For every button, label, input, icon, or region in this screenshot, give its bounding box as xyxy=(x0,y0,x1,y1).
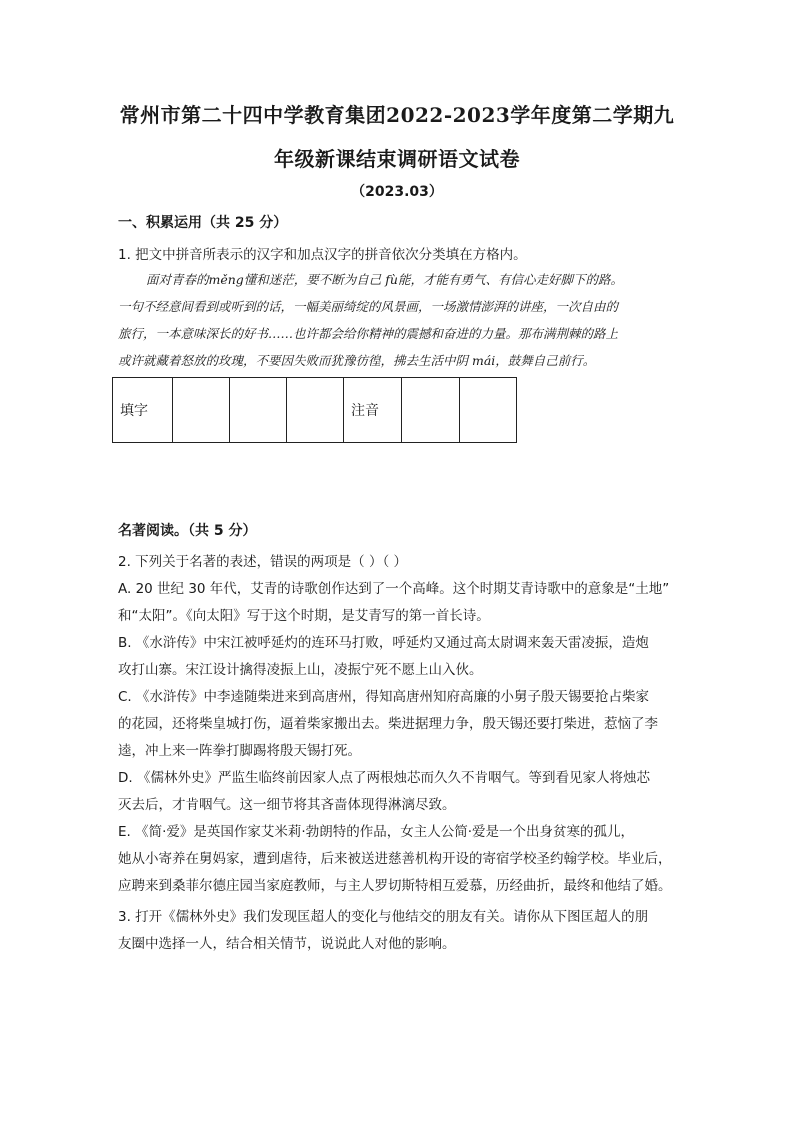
q1-passage-line: 或许就藏着怒放的玫瑰，不要因失败而犹豫彷徨，拂去生活中阴 mái，鼓舞自己前行。 xyxy=(118,353,596,368)
section1-heading: 一、积累运用（共 25 分） xyxy=(118,215,288,231)
table-label-pinyin: 注音 xyxy=(344,378,402,443)
answer-cell xyxy=(287,378,344,443)
q3-prompt-line: 友圈中选择一人，结合相关情节，说说此人对他的影响。 xyxy=(118,936,456,952)
q2-prompt: 2. 下列关于名著的表述，错误的两项是（ ）（ ） xyxy=(118,554,408,570)
exam-title-line1: 常州市第二十四中学教育集团2022-2023学年度第二学期九 xyxy=(119,103,675,127)
q2-option-line: 和“太阳”。《向太阳》写于这个时期，是艾青写的第一首长诗。 xyxy=(118,608,490,624)
q2-option-line: 她从小寄养在舅妈家，遭到虐待，后来被送进慈善机构开设的寄宿学校圣约翰学校。毕业后， xyxy=(118,851,672,867)
exam-date: （2023.03） xyxy=(351,184,443,200)
q2-option-line: E. 《简·爱》是英国作家艾米莉·勃朗特的作品，女主人公简·爱是一个出身贫寒的孤儿， xyxy=(118,824,634,840)
section2-heading: 名著阅读。（共 5 分） xyxy=(118,523,257,539)
q1-prompt: 1. 把文中拼音所表示的汉字和加点汉字的拼音依次分类填在方格内。 xyxy=(118,247,527,263)
q2-option-line: 的花园，还将柴皇城打伤，逼着柴家搬出去。柴进据理力争，殷天锡还要打柴进，惹恼了李 xyxy=(118,716,658,732)
q2-option-line: B. 《水浒传》中宋江被呼延灼的连环马打败，呼延灼又通过高太尉调来轰天雷凌振，造炮 xyxy=(118,635,649,651)
answer-cell xyxy=(460,378,517,443)
answer-cell xyxy=(230,378,287,443)
answer-table xyxy=(112,377,517,443)
q1-passage-line: 旅行，一本意味深长的好书……也许都会给你精神的震撼和奋进的力量。那布满荆棘的路上 xyxy=(118,326,619,341)
answer-cell xyxy=(402,378,460,443)
q2-option-line: D. 《儒林外史》严监生临终前因家人点了两根烛芯而久久不肯咽气。等到看见家人将烛芯 xyxy=(118,770,650,786)
q2-option-line: 应聘来到桑菲尔德庄园当家庭教师，与主人罗切斯特相互爱慕，历经曲折，最终和他结了婚。 xyxy=(118,878,672,894)
q2-option-line: 灭去后，才肯咽气。这一细节将其吝啬体现得淋漓尽致。 xyxy=(118,797,456,813)
q1-passage-line: 一句不经意间看到或听到的话，一幅美丽绮绽的风景画，一场激情澎湃的讲座，一次自由的 xyxy=(118,299,619,314)
exam-title-line2: 年级新课结束调研语文试卷 xyxy=(274,147,520,171)
q2-option-line: 攻打山寨。宋江设计擒得凌振上山，凌振宁死不愿上山入伙。 xyxy=(118,662,483,678)
q2-option-line: A. 20 世纪 30 年代，艾青的诗歌创作达到了一个高峰。这个时期艾青诗歌中的意象是“土地” xyxy=(118,581,670,597)
q1-passage-line: 面对青春的měng懂和迷茫，要不断为自己 fù能，才能有勇气、有信心走好脚下的路。 xyxy=(146,272,623,287)
table-label-fill: 填字 xyxy=(113,378,173,443)
q2-option-line: C. 《水浒传》中李逵随柴进来到高唐州，得知高唐州知府高廉的小舅子殷天锡要抢占柴家 xyxy=(118,689,650,705)
q3-prompt-line: 3. 打开《儒林外史》我们发现匡超人的变化与他结交的朋友有关。请你从下图匡超人的朋 xyxy=(118,909,649,925)
q2-option-line: 逵，冲上来一阵拳打脚踢将殷天锡打死。 xyxy=(118,743,361,759)
answer-cell xyxy=(173,378,230,443)
